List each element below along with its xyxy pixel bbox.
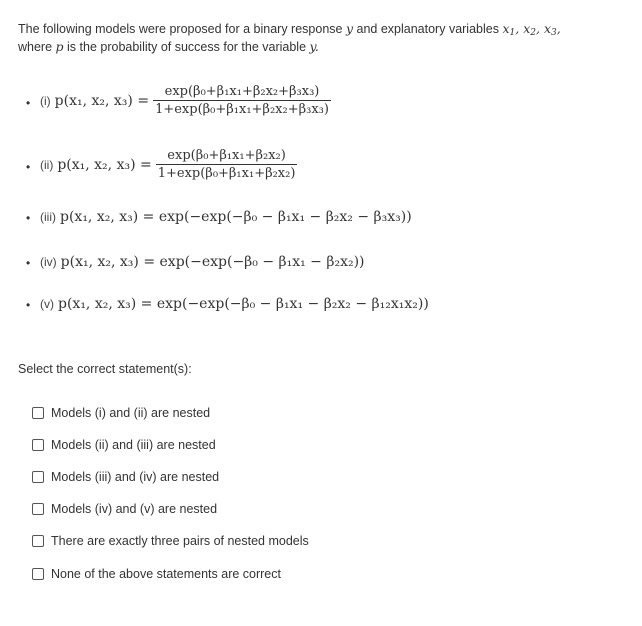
intro-text-2: and explanatory variables [356,22,499,36]
option-label: There are exactly three pairs of nested models [51,534,309,548]
option-5[interactable] [32,534,309,548]
option-label: Models (i) and (ii) are nested [51,406,211,420]
option-1[interactable] [32,406,210,420]
checkbox[interactable] [32,503,44,515]
model-label: (i) [40,93,51,108]
model-iv [40,254,365,270]
checkbox[interactable] [32,535,44,547]
var-y-end: y. [309,39,319,54]
model-lhs: p(x₁, x₂, x₃) = [54,92,150,109]
option-label: None of the above statements are correct [51,567,281,581]
model-i [40,84,331,117]
model-iii [40,209,412,225]
var-list: $x_1$, $x_2$, $x_3$, [502,21,561,38]
model-label: (iii) [40,210,56,224]
bullet: • [26,160,31,174]
bullet: • [26,211,31,225]
option-3[interactable] [32,470,219,484]
bullet: • [26,256,31,270]
model-v [40,296,429,312]
model-formula: p(x₁, x₂, x₃) = exp(−exp(−β₀ − β₁x₁ − β₂x₂)) [60,254,365,270]
checkbox[interactable] [32,439,44,451]
select-prompt: Select the correct statement(s): [18,362,192,376]
intro-text-1: The following models were proposed for a binary response [18,22,343,36]
model-label: (ii) [40,157,54,172]
option-4[interactable] [32,502,217,516]
var-y: y [345,21,354,36]
checkbox[interactable] [32,568,44,580]
model-formula: p(x₁, x₂, x₃) = exp(−exp(−β₀ − β₁x₁ − β₂x₂ − β₁₂x₁x₂)) [58,296,429,312]
model-ii [40,148,297,181]
checkbox[interactable] [32,471,44,483]
option-label: Models (ii) and (iii) are nested [51,438,216,452]
var-p: p [55,39,64,54]
model-label: (v) [40,297,54,311]
intro-text-4: is the probability of success for the variable [67,40,307,54]
option-6[interactable] [32,567,281,581]
option-2[interactable] [32,438,216,452]
fraction-numerator: exp(β₀+β₁x₁+β₂x₂) [167,148,286,163]
option-label: Models (iii) and (iv) are nested [51,470,220,484]
fraction-denominator: 1+exp(β₀+β₁x₁+β₂x₂+β₃x₃) [155,102,329,117]
fraction-denominator: 1+exp(β₀+β₁x₁+β₂x₂) [157,166,296,181]
model-formula: p(x₁, x₂, x₃) = exp(−exp(−β₀ − β₁x₁ − β₂x₂ − β₃x₃)) [60,209,412,225]
intro-text-3: where [18,40,53,54]
bullet: • [26,96,31,110]
option-label: Models (iv) and (v) are nested [51,502,218,516]
model-fraction [153,84,331,117]
bullet: • [26,298,31,312]
model-lhs: p(x₁, x₂, x₃) = [57,156,152,173]
question-intro [18,20,628,56]
model-fraction [156,148,298,181]
checkbox[interactable] [32,407,44,419]
fraction-numerator: exp(β₀+β₁x₁+β₂x₂+β₃x₃) [164,84,320,99]
model-label: (iv) [40,255,57,269]
